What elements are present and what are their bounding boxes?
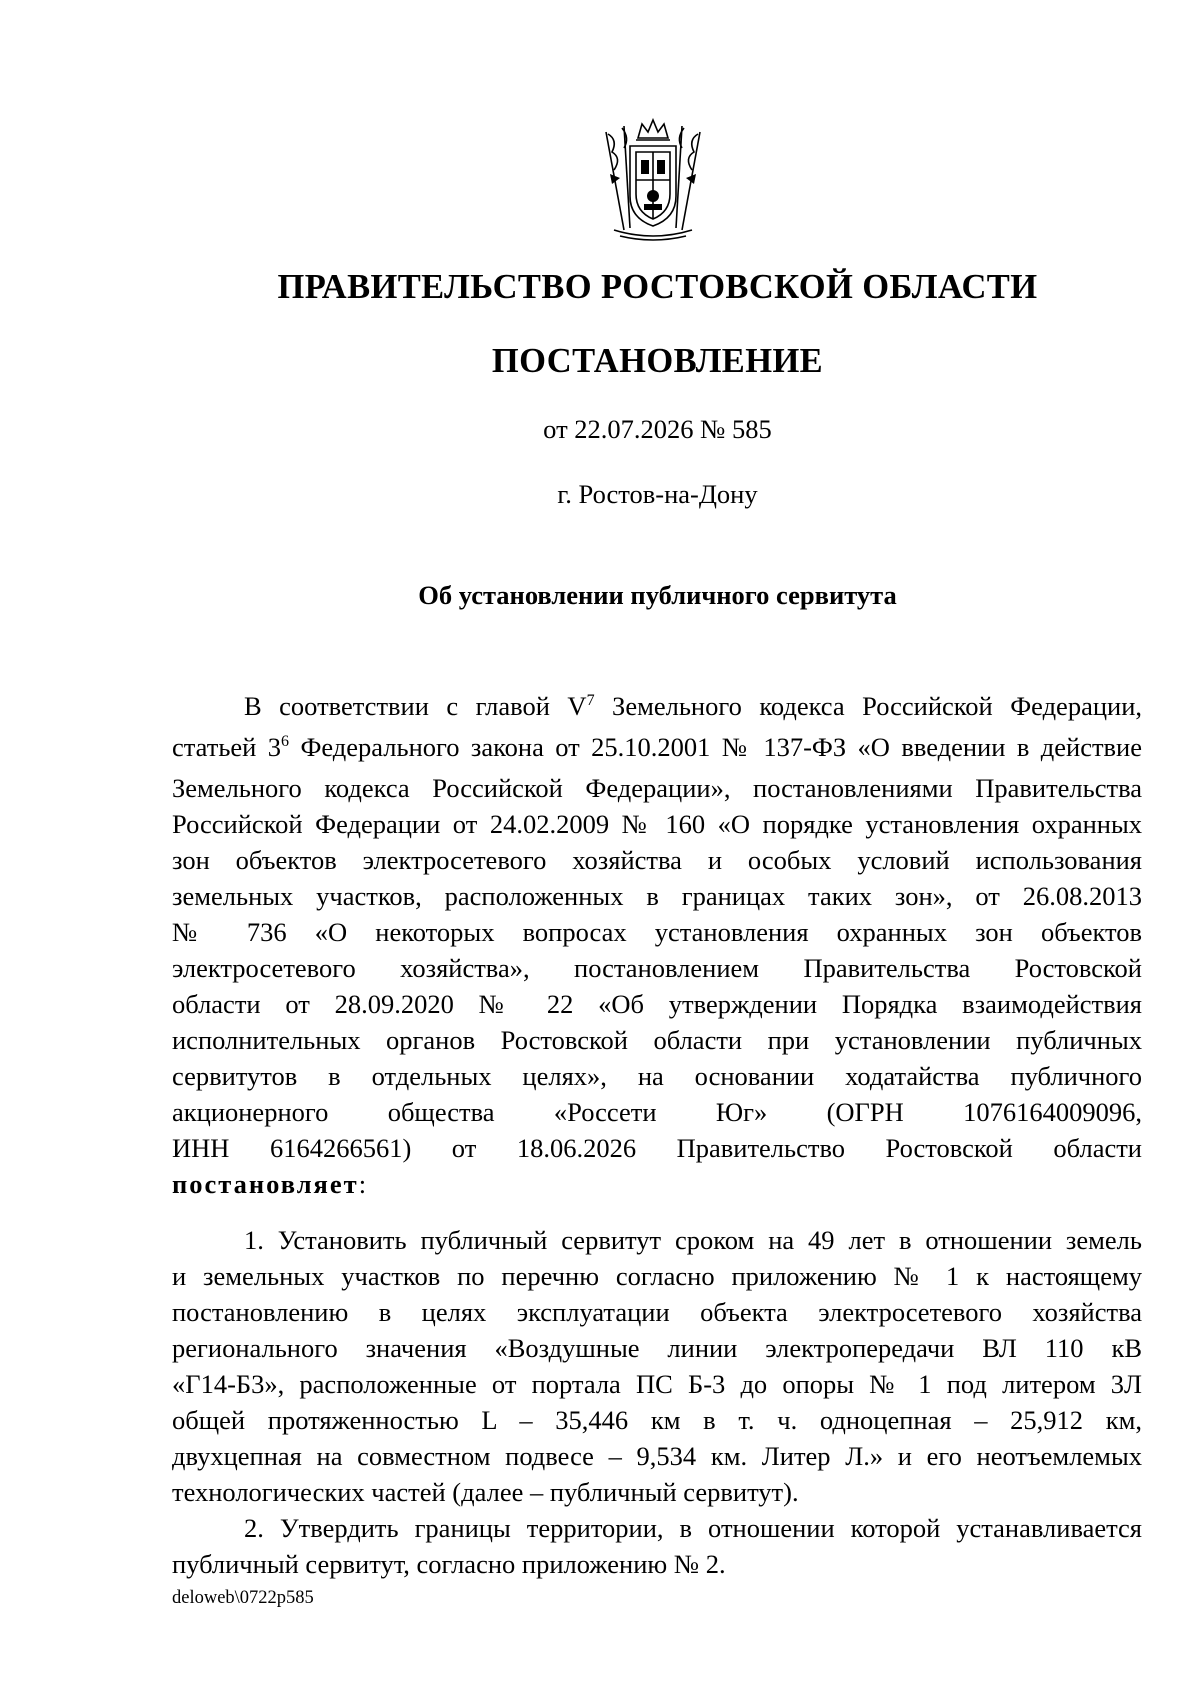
government-title: ПРАВИТЕЛЬСТВО РОСТОВСКОЙ ОБЛАСТИ [277, 268, 1038, 306]
text-line [172, 729, 1142, 770]
text-line: сервитутов в отдельных целях», на основании ходатайства публичного [172, 1061, 1142, 1091]
text-line: области от 28.09.2020 № 22 «Об утверждении Порядка взаимодействия [172, 989, 1142, 1019]
document-type-title: ПОСТАНОВЛЕНИЕ [491, 342, 824, 380]
text-fragment: : [358, 1169, 367, 1199]
city-line: г. Ростов-на-Дону [557, 479, 758, 509]
text-line: зон объектов электросетевого хозяйства и особых условий использования [172, 845, 1142, 875]
text-fragment: Федерального закона от 25.10.2001 № 137-ФЗ «О введении в действие [289, 732, 1142, 762]
text-line: 2. Утвердить границы территории, в отношении которой устанавливается [244, 1513, 1142, 1543]
text-line: 1. Установить публичный сервитут сроком на 49 лет в отношении земель [244, 1225, 1142, 1255]
text-line: Земельного кодекса Российской Федерации», постановлениями Правительства [172, 773, 1142, 803]
text-line: «Г14-Б3», расположенные от портала ПС Б-3 до опоры № 1 под литером 3Л [172, 1369, 1142, 1399]
text-line: технологических частей (далее – публичный сервитут). [172, 1477, 799, 1507]
text-line: № 736 «О некоторых вопросах установления охранных зон объектов [172, 917, 1142, 947]
text-line [172, 1166, 1142, 1202]
text-fragment: Земельного кодекса Российской Федерации, [594, 691, 1142, 721]
text-line: Российской Федерации от 24.02.2009 № 160 «О порядке установления охранных [172, 809, 1142, 839]
item-2-paragraph [172, 1510, 1142, 1582]
text-line: публичный сервитут, согласно приложению № 2. [172, 1549, 726, 1579]
text-line: двухцепная на совместном подвесе – 9,534 км. Литер Л.» и его неотъемлемых [172, 1441, 1142, 1471]
superscript: 7 [586, 692, 595, 709]
file-reference: deloweb\0722p585 [172, 1588, 314, 1608]
text-line: и земельных участков по перечню согласно приложению № 1 к настоящему [172, 1261, 1142, 1291]
item-1-paragraph [172, 1222, 1142, 1510]
text-line: постановлению в целях эксплуатации объекта электросетевого хозяйства [172, 1297, 1142, 1327]
preamble-paragraph [172, 688, 1142, 1202]
superscript: 6 [281, 733, 290, 750]
text-line: ИНН 6164266561) от 18.06.2026 Правительство Ростовской области [172, 1133, 1142, 1163]
text-line: общей протяженностью L – 35,446 км в т. ч. одноцепная – 25,912 км, [172, 1405, 1142, 1435]
text-line [172, 688, 1142, 729]
document-subject: Об установлении публичного сервитута [418, 580, 897, 610]
text-fragment: статьей 3 [172, 732, 282, 762]
text-fragment: В соответствии с главой V [244, 691, 587, 721]
date-and-number: от 22.07.2026 № 585 [543, 414, 772, 444]
text-line: электросетевого хозяйства», постановлением Правительства Ростовской [172, 953, 1142, 983]
decree-verb: постановляет [172, 1169, 359, 1199]
text-line: акционерного общества «Россети Юг» (ОГРН 1076164009096, [172, 1097, 1142, 1127]
text-line: исполнительных органов Ростовской области при установлении публичных [172, 1025, 1142, 1055]
coat-of-arms-icon [600, 118, 706, 242]
text-line: земельных участков, расположенных в границах таких зон», от 26.08.2013 [172, 881, 1142, 911]
text-line: регионального значения «Воздушные линии электропередачи ВЛ 110 кВ [172, 1333, 1142, 1363]
